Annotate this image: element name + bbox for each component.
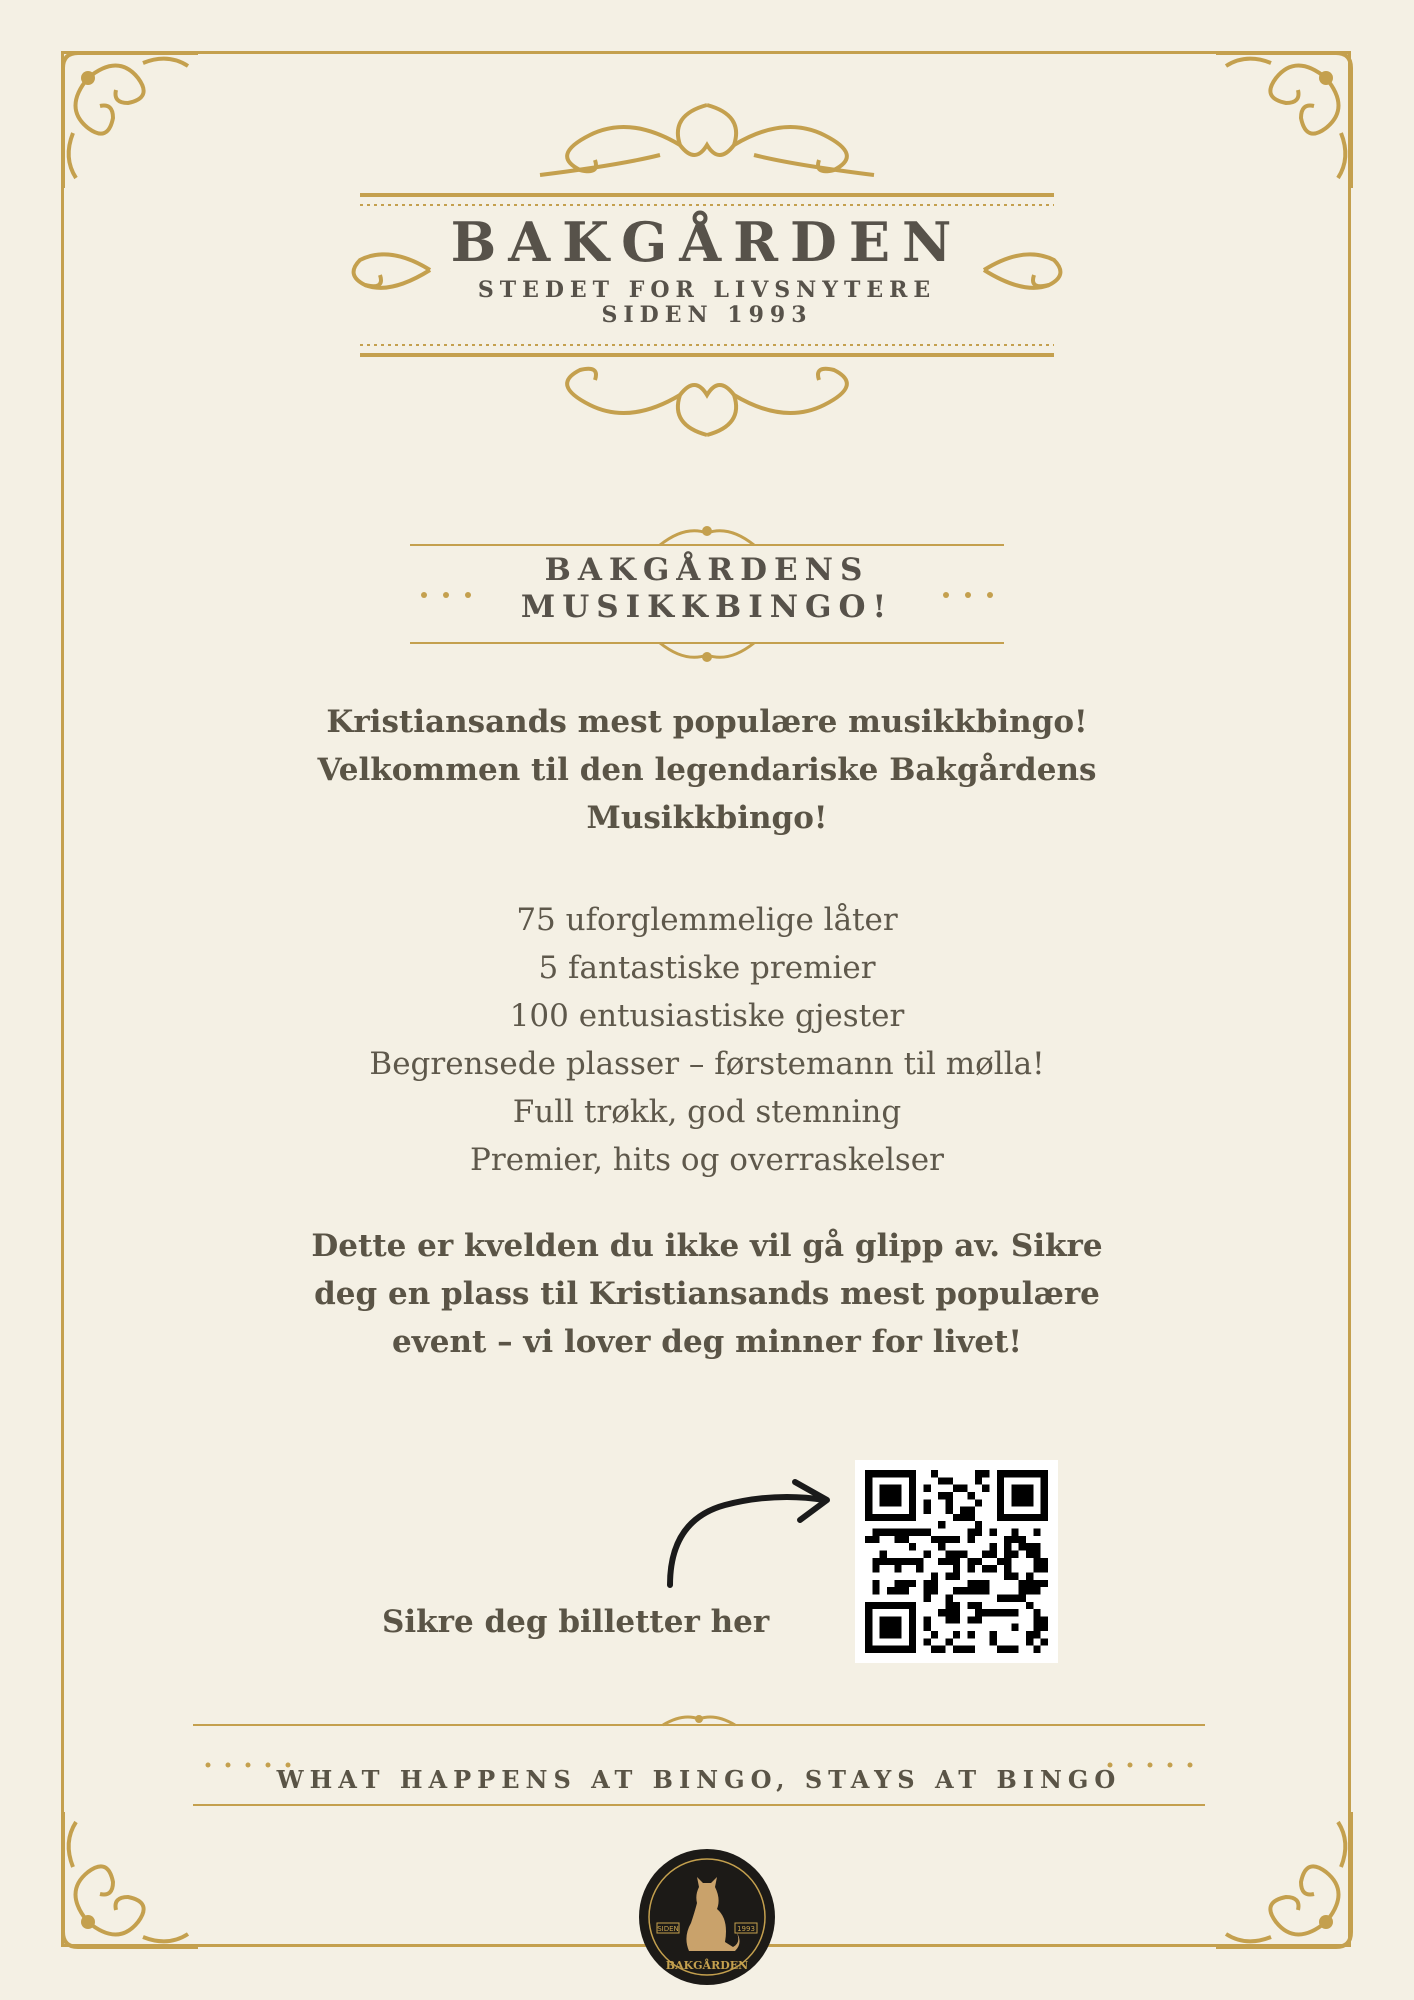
brand-since: SIDEN 1993 [601,302,813,328]
badge-right: 1993 [737,1925,755,1933]
badge-left: SIDEN [657,1925,679,1933]
corner-ornament-icon [58,1802,208,1952]
closing-line: deg en plass til Kristiansands mest populære [314,1276,1100,1312]
feature-item: Premier, hits og overraskelser [470,1142,944,1178]
corner-ornament-icon [58,48,208,198]
event-title-line1: BAKGÅRDENS [544,552,870,588]
ticket-cta-label: Sikre deg billetter her [382,1604,770,1640]
brand-tagline: STEDET FOR LIVSNYTERE [477,277,937,303]
ticket-qr-code[interactable] [855,1460,1058,1663]
feature-list [257,896,1157,1184]
feature-item: Full trøkk, god stemning [512,1094,902,1130]
intro-paragraph [257,698,1157,842]
intro-line: Velkommen til den legendariske Bakgårdens [317,752,1097,788]
closing-line: Dette er kvelden du ikke vil gå glipp av. Sikre [311,1228,1103,1264]
closing-line: event – vi lover deg minner for livet! [391,1324,1023,1360]
badge-logo [637,1847,777,1987]
intro-line: Musikkbingo! [586,800,828,836]
closing-paragraph [257,1222,1157,1366]
footer-motto: WHAT HAPPENS AT BINGO, STAYS AT BINGO [276,1765,1122,1794]
event-title-banner [400,515,1014,665]
feature-item: 5 fantastiske premier [538,950,876,986]
feature-item: 75 uforglemmelige låter [516,902,898,938]
intro-line: Kristiansands mest populære musikkbingo! [326,704,1088,740]
corner-ornament-icon [1206,48,1356,198]
event-title-line2: MUSIKKBINGO! [520,589,894,625]
footer-motto-banner [193,1715,1205,1815]
feature-item: 100 entusiastiske gjester [509,998,905,1034]
arrow-icon [655,1470,835,1590]
badge-name: BAKGÅRDEN [665,1959,749,1972]
feature-item: Begrensede plasser – førstemann til mølla! [369,1046,1045,1082]
qr-code-icon [865,1470,1048,1653]
brand-name: BAKGÅRDEN [450,210,964,274]
corner-ornament-icon [1206,1802,1356,1952]
logo [350,95,1064,445]
